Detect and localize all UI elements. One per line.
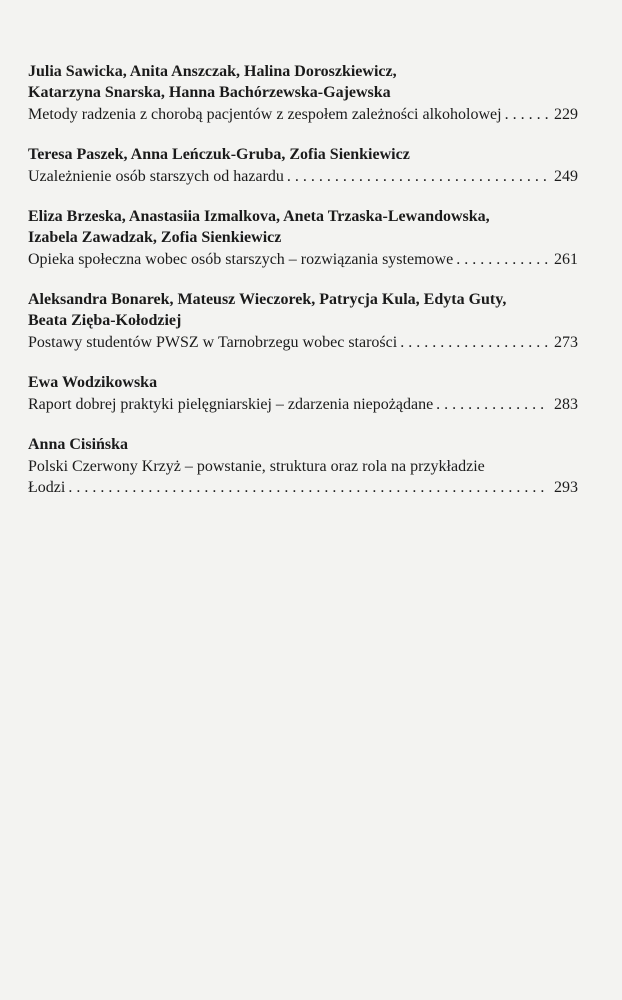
entry-authors	[28, 144, 578, 165]
entry-authors	[28, 372, 578, 393]
entry-authors	[28, 289, 578, 331]
toc-entry-4	[28, 289, 578, 353]
entry-title-row[interactable]	[28, 104, 578, 125]
entry-title-row[interactable]	[28, 332, 578, 353]
dot-leader	[505, 104, 548, 125]
entry-page-number: 261	[554, 251, 578, 268]
entry-title-row[interactable]	[28, 477, 578, 498]
entry-title-line: Polski Czerwony Krzyż – powstanie, struktura oraz rola na przykładzie	[28, 458, 485, 475]
entry-authors	[28, 206, 578, 248]
entry-page-number: 273	[554, 334, 578, 351]
entry-title-row[interactable]	[28, 166, 578, 187]
author-line: Katarzyna Snarska, Hanna Bachórzewska-Gajewska	[28, 84, 391, 101]
entry-title: Postawy studentów PWSZ w Tarnobrzegu wobec starości	[28, 334, 398, 351]
entry-title: Uzależnienie osób starszych od hazardu	[28, 168, 284, 185]
dot-leader	[287, 166, 548, 187]
entry-title-row[interactable]	[28, 249, 578, 270]
toc-entry-3	[28, 206, 578, 270]
author-line: Teresa Paszek, Anna Leńczuk-Gruba, Zofia Sienkiewicz	[28, 146, 410, 163]
toc-entry-2	[28, 144, 578, 187]
entry-authors	[28, 61, 578, 103]
author-line: Beata Zięba-Kołodziej	[28, 312, 182, 329]
entry-title: Opieka społeczna wobec osób starszych – rozwiązania systemowe	[28, 251, 454, 268]
dot-leader	[68, 477, 548, 498]
author-line: Izabela Zawadzak, Zofia Sienkiewicz	[28, 229, 282, 246]
toc-entry-6	[28, 434, 578, 498]
author-line: Ewa Wodzikowska	[28, 374, 158, 391]
author-line: Aleksandra Bonarek, Mateusz Wieczorek, Patrycja Kula, Edyta Guty,	[28, 291, 507, 308]
author-line: Julia Sawicka, Anita Anszczak, Halina Doroszkiewicz,	[28, 63, 397, 80]
toc-entry-1	[28, 61, 578, 125]
dot-leader	[400, 332, 548, 353]
dot-leader	[456, 249, 548, 270]
entry-authors	[28, 434, 578, 455]
toc-entry-5	[28, 372, 578, 415]
dot-leader	[436, 394, 548, 415]
entry-page-number: 229	[554, 106, 578, 123]
entry-page-number: 249	[554, 168, 578, 185]
entry-title: Łodzi	[28, 479, 66, 496]
entry-title: Raport dobrej praktyki pielęgniarskiej – zdarzenia niepożądane	[28, 396, 434, 413]
author-line: Anna Cisińska	[28, 436, 129, 453]
entry-title-row[interactable]	[28, 394, 578, 415]
author-line: Eliza Brzeska, Anastasiia Izmalkova, Aneta Trzaska-Lewandowska,	[28, 208, 490, 225]
entry-page-number: 293	[554, 479, 578, 496]
entry-title: Metody radzenia z chorobą pacjentów z zespołem zależności alkoholowej	[28, 106, 502, 123]
entry-page-number: 283	[554, 396, 578, 413]
